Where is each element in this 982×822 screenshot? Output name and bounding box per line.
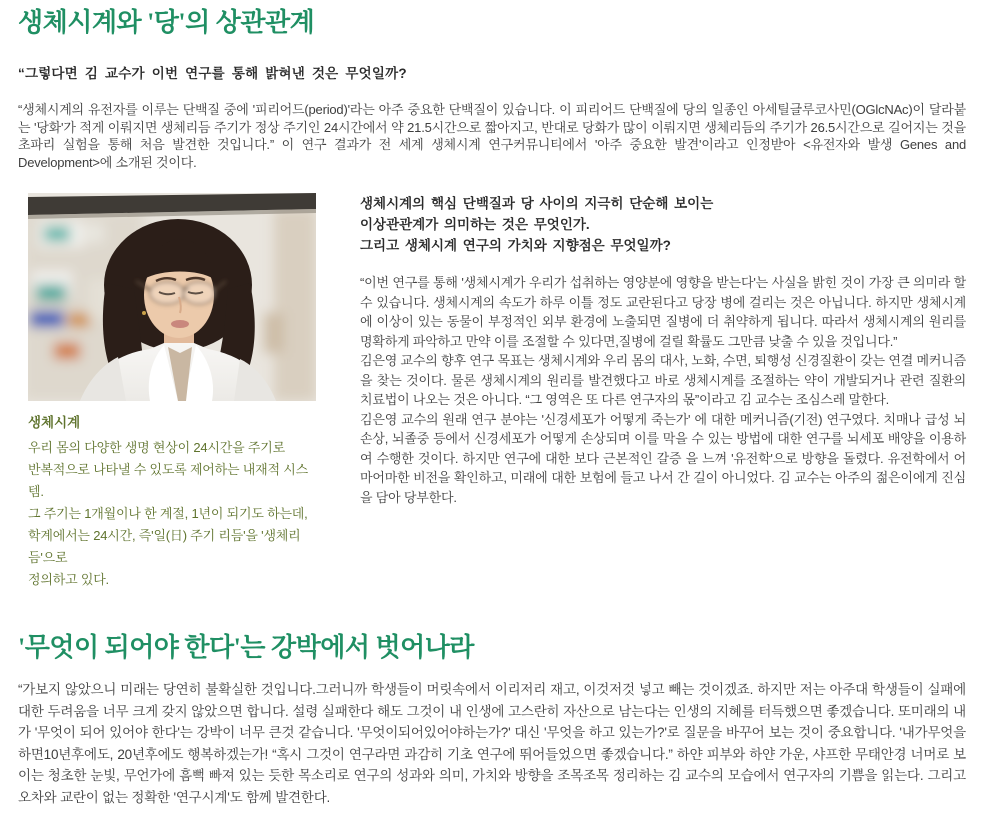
- lead-line: 이상관관계가 의미하는 것은 무엇인가.: [360, 217, 590, 232]
- body-paragraph: “이번 연구를 통해 '생체시계가 우리가 섭취하는 영양분에 영향을 받는다'는 사실을 밝힌 것이 가장 큰 의미라 할 수 있습니다. 생체시계의 속도가 하루 이틀 정도 교란된다고 당장 병에 걸리는 것은 아닙니다. 하지만 생체시계에 이상이 있는 동물이 부정적인 외부 환경에 노출되면 질병에 더 취약하게 됩니다. 따라서 생체시계의 원리를 명확하게 파악하고 만약 이를 조절할 수 있다면,질병에 걸릴 확률도 그만큼 낮출 수 있을 것입니다.”: [360, 275, 966, 349]
- section2: [18, 633, 966, 808]
- sidebar-definition-box: [28, 411, 316, 591]
- right-column: [360, 193, 966, 591]
- body-paragraph: 김은영 교수의 원래 연구 분야는 '신경세포가 어떻게 죽는가' 에 대한 메커니즘(기전) 연구였다. 치매나 급성 뇌손상, 뇌졸중 등에서 신경세포가 어떻게 손상되며 이를 막을 수 있는 방법에 대한 연구를 뇌세포 배양을 이용하여 수행한 것이다. 하지만 연구에 대한 보다 근본적인 갈증 을 느껴 '유전학'으로 방향을 돌렸다. 유전학에서 어마어마한 비전을 확인하고, 미래에 대한 보험에 들고 나서 간 길이 아니었다. 김 교수는 아주의 젊은이에게 진심을 담아 당부한다.: [360, 411, 966, 505]
- section2-paragraph: “가보지 않았으니 미래는 당연히 불확실한 것입니다.그러니까 학생들이 머릿속에서 이리저리 재고, 이것저것 넣고 빼는 것이겠죠. 하지만 저는 아주대 학생들이 실패에 대한 두려움을 너무 크게 갖지 않았으면 합니다. 설령 실패한다 해도 그것이 내 인생에 고스란히 자산으로 남는다는 인생의 지혜를 터득했으면 좋겠습니다. 또미래의 내가 '무엇이 되어 있어야 한다'는 강박이 너무 큰것 같습니다. '무엇이되어있어야하는가?' 대신 '무엇을 하고 있는가?'로 질문을 바꾸어 보는 것이 중요합니다. '내가무엇을하면10년후에도, 20년후에도 행복하겠는가! “혹시 그것이 연구라면 과감히 기초 연구에 뛰어들었으면 좋겠습니다.” 하얀 피부와 하얀 가운, 샤프한 무태안경 너머로 보이는 청초한 눈빛, 무언가에 흠뻑 빠져 있는 듯한 목소리로 연구의 성과와 의미, 가치와 방향을 조목조목 정리하는 김 교수의 모습에서 연구자의 기쁨을 읽는다. 그리고 오차와 교란이 없는 정확한 '연구시계'도 함께 발견한다.: [18, 682, 966, 805]
- section1-question: “그렇다면 김 교수가 이번 연구를 통해 밝혀낸 것은 무엇일까?: [18, 66, 407, 81]
- professor-photo: [28, 193, 316, 401]
- sidebar-line: 학계에서는 24시간, 즉'일(日) 주기 리듬'을 '생체리듬'으로: [28, 528, 301, 565]
- article-page: [18, 8, 966, 822]
- interview-body: [360, 273, 966, 507]
- lead-line: 생체시계의 핵심 단백질과 당 사이의 지극히 단순해 보이는: [360, 196, 714, 211]
- section1-title: 생체시계와 '당'의 상관관계: [18, 8, 315, 37]
- sidebar-title: 생체시계: [28, 415, 81, 430]
- section2-title: '무엇이 되어야 한다'는 강박에서 벗어나라: [18, 633, 474, 662]
- two-column-section: [18, 193, 966, 591]
- sidebar-line: 그 주기는 1개월이나 한 계절, 1년이 되기도 하는데,: [28, 506, 308, 521]
- body-paragraph: 김은영 교수의 향후 연구 목표는 생체시계와 우리 몸의 대사, 노화, 수면, 퇴행성 신경질환이 갖는 연결 메커니즘을 찾는 것이다. 물론 생체시계의 원리를 발견했다고 바로 생체시계를 조절하는 약이 개발되거나 관련 질환의 치료법이 나오는 것은 아니다. “그 영역은 또 다른 연구자의 몫”이라고 김 교수는 조심스레 말한다.: [360, 353, 966, 407]
- sidebar-line: 우리 몸의 다양한 생명 현상이 24시간을 주기로: [28, 440, 285, 455]
- section1-paragraph: “생체시계의 유전자를 이루는 단백질 중에 '피리어드(period)'라는 아주 중요한 단백질이 있습니다. 이 피리어드 단백질에 당의 일종인 아세틸글루코사민(OGlcNAc)이 달라붙는 '당화'가 적게 이뤄지면 생체리듬 주기가 정상 주기인 24시간에서 약 21.5시간으로 짧아지고, 반대로 당화가 많이 이뤄지면 생체리듬의 주기가 26.5시간으로 길어지는 것을 초파리 실험을 통해 처음 발견한 것입니다.” 이 연구 결과가 전 세계 생체시계 연구커뮤니티에서 '아주 중요한 발견'이라고 인정받아 <유전자와 발생 Genes and Development>에 소개된 것이다.: [18, 102, 966, 170]
- lead-line: 그리고 생체시계 연구의 가치와 지향점은 무엇일까?: [360, 238, 671, 253]
- left-column: [28, 193, 316, 591]
- sidebar-line: 정의하고 있다.: [28, 572, 109, 587]
- sidebar-line: 반복적으로 나타낼 수 있도록 제어하는 내재적 시스템.: [28, 462, 308, 499]
- lead-question: [360, 193, 966, 256]
